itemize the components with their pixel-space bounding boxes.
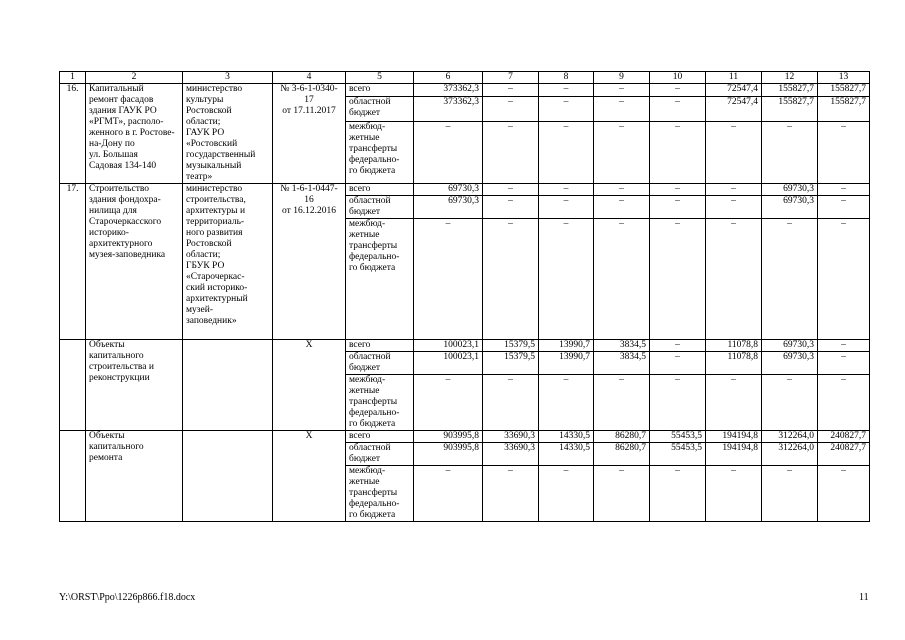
- funding-value: 55453,5: [650, 431, 706, 443]
- funding-value: –: [539, 184, 594, 196]
- funding-value: –: [706, 184, 762, 196]
- column-header: 7: [483, 72, 539, 84]
- funding-value: –: [483, 466, 539, 522]
- funding-value: –: [650, 340, 706, 352]
- funding-value: –: [539, 375, 594, 431]
- funding-source-label: областной бюджет: [346, 196, 414, 219]
- item-number: 17.: [60, 184, 86, 340]
- funding-value: 86280,7: [594, 443, 650, 466]
- funding-value: 155827,7: [762, 97, 818, 122]
- funding-value: 69730,3: [414, 196, 483, 219]
- document-number: № 3-6-1-0340-17 от 17.11.2017: [273, 84, 346, 184]
- funding-value: 86280,7: [594, 431, 650, 443]
- funding-value: –: [762, 375, 818, 431]
- funding-value: –: [594, 466, 650, 522]
- funding-value: 240827,7: [818, 431, 870, 443]
- funding-source-label: всего: [346, 340, 414, 352]
- column-header: 8: [539, 72, 594, 84]
- funding-value: –: [414, 122, 483, 184]
- funding-value: –: [818, 340, 870, 352]
- funding-value: 15379,5: [483, 340, 539, 352]
- funding-value: –: [650, 375, 706, 431]
- funding-value: 100023,1: [414, 340, 483, 352]
- funding-value: –: [818, 375, 870, 431]
- funding-value: –: [650, 84, 706, 97]
- funding-value: –: [483, 219, 539, 340]
- column-header: 3: [183, 72, 273, 84]
- funding-value: 69730,3: [414, 184, 483, 196]
- funding-value: 72547,4: [706, 84, 762, 97]
- funding-value: 3834,5: [594, 352, 650, 375]
- funding-value: –: [594, 97, 650, 122]
- funding-value: –: [483, 196, 539, 219]
- funding-value: 155827,7: [762, 84, 818, 97]
- document-mark: X: [273, 340, 346, 431]
- funding-value: –: [483, 184, 539, 196]
- funding-value: –: [706, 196, 762, 219]
- funding-value: –: [818, 122, 870, 184]
- funding-value: –: [762, 466, 818, 522]
- column-header: 5: [346, 72, 414, 84]
- funding-value: –: [594, 196, 650, 219]
- item-number: 16.: [60, 84, 86, 184]
- funding-value: 69730,3: [762, 184, 818, 196]
- funding-value: 155827,7: [818, 84, 870, 97]
- funding-value: –: [594, 219, 650, 340]
- funding-value: –: [483, 375, 539, 431]
- funding-source-label: всего: [346, 184, 414, 196]
- funding-value: –: [539, 97, 594, 122]
- funding-value: 194194,8: [706, 443, 762, 466]
- funding-source-label: всего: [346, 84, 414, 97]
- funding-value: 312264,0: [762, 431, 818, 443]
- customer-empty: [183, 431, 273, 522]
- document-number: № 1-6-1-0447-16 от 16.12.2016: [273, 184, 346, 340]
- funding-value: 55453,5: [650, 443, 706, 466]
- funding-value: –: [594, 375, 650, 431]
- funding-value: –: [539, 219, 594, 340]
- funding-value: –: [539, 466, 594, 522]
- funding-value: 155827,7: [818, 97, 870, 122]
- funding-value: –: [762, 122, 818, 184]
- summary-row-repair: [60, 431, 870, 443]
- funding-value: 100023,1: [414, 352, 483, 375]
- page-number: 11: [859, 592, 869, 603]
- funding-value: –: [414, 219, 483, 340]
- funding-source-label: областной бюджет: [346, 352, 414, 375]
- funding-value: –: [539, 84, 594, 97]
- funding-value: 14330,5: [539, 431, 594, 443]
- object-name: Строительство здания фондохра- нилища для Старочеркасского историко- архитектурного музея-заповедника: [86, 184, 183, 340]
- funding-value: –: [706, 375, 762, 431]
- funding-value: 903995,8: [414, 431, 483, 443]
- funding-value: –: [414, 466, 483, 522]
- funding-value: 373362,3: [414, 84, 483, 97]
- funding-value: 69730,3: [762, 352, 818, 375]
- funding-value: –: [594, 84, 650, 97]
- funding-value: –: [706, 122, 762, 184]
- funding-value: 11078,8: [706, 340, 762, 352]
- column-header: 1: [60, 72, 86, 84]
- funding-value: 33690,3: [483, 431, 539, 443]
- customer-empty: [183, 340, 273, 431]
- funding-value: –: [650, 122, 706, 184]
- funding-value: 72547,4: [706, 97, 762, 122]
- funding-value: 14330,5: [539, 443, 594, 466]
- funding-value: –: [539, 196, 594, 219]
- funding-value: 3834,5: [594, 340, 650, 352]
- funding-value: –: [818, 219, 870, 340]
- funding-source-label: всего: [346, 431, 414, 443]
- funding-value: 11078,8: [706, 352, 762, 375]
- funding-value: –: [594, 122, 650, 184]
- funding-source-label: межбюд- жетные трансферты федерально- го бюджета: [346, 375, 414, 431]
- funding-value: –: [706, 219, 762, 340]
- project-row-16: [60, 84, 870, 97]
- funding-value: –: [594, 184, 650, 196]
- funding-value: 903995,8: [414, 443, 483, 466]
- funding-source-label: межбюд- жетные трансферты федерально- го бюджета: [346, 466, 414, 522]
- budget-table: [59, 71, 870, 522]
- column-header: 9: [594, 72, 650, 84]
- funding-value: –: [483, 122, 539, 184]
- funding-value: –: [818, 184, 870, 196]
- funding-source-label: межбюд- жетные трансферты федерально- го бюджета: [346, 219, 414, 340]
- summary-name: Объекты капитального строительства и реконструкции: [86, 340, 183, 431]
- object-name: Капитальный ремонт фасадов здания ГАУК РО «РГМТ», располо- женного в г. Ростове- на-Дону по ул. Большая Садовая 134-140: [86, 84, 183, 184]
- funding-value: –: [483, 97, 539, 122]
- summary-row-construction: [60, 340, 870, 352]
- funding-source-label: областной бюджет: [346, 443, 414, 466]
- funding-value: –: [762, 219, 818, 340]
- funding-value: –: [650, 466, 706, 522]
- column-header: 10: [650, 72, 706, 84]
- column-header: 12: [762, 72, 818, 84]
- summary-name: Объекты капитального ремонта: [86, 431, 183, 522]
- project-row-17: [60, 184, 870, 196]
- column-header: 2: [86, 72, 183, 84]
- item-number-empty: [60, 431, 86, 522]
- funding-value: 194194,8: [706, 431, 762, 443]
- funding-value: 312264,0: [762, 443, 818, 466]
- funding-value: –: [483, 84, 539, 97]
- funding-value: –: [818, 196, 870, 219]
- column-number-row: [60, 72, 870, 84]
- funding-value: 33690,3: [483, 443, 539, 466]
- funding-source-label: областной бюджет: [346, 97, 414, 122]
- funding-value: –: [650, 196, 706, 219]
- customer-name: министерство строительства, архитектуры и территориаль- ного развития Ростовской области; ГБУК РО «Старочеркас- ский историко- архитектурный музей- заповедник»: [183, 184, 273, 340]
- funding-value: –: [818, 466, 870, 522]
- funding-value: –: [539, 122, 594, 184]
- document-mark: X: [273, 431, 346, 522]
- column-header: 6: [414, 72, 483, 84]
- funding-value: –: [706, 466, 762, 522]
- item-number-empty: [60, 340, 86, 431]
- funding-value: –: [414, 375, 483, 431]
- customer-name: министерство культуры Ростовской области; ГАУК РО «Ростовский государственный музыкальный театр»: [183, 84, 273, 184]
- funding-value: –: [650, 184, 706, 196]
- funding-value: 69730,3: [762, 340, 818, 352]
- funding-value: –: [650, 219, 706, 340]
- column-header: 4: [273, 72, 346, 84]
- funding-value: –: [650, 97, 706, 122]
- funding-value: –: [818, 352, 870, 375]
- funding-value: 373362,3: [414, 97, 483, 122]
- funding-value: –: [650, 352, 706, 375]
- column-header: 13: [818, 72, 870, 84]
- funding-value: 15379,5: [483, 352, 539, 375]
- funding-value: 13990,7: [539, 340, 594, 352]
- funding-value: 69730,3: [762, 196, 818, 219]
- funding-source-label: межбюд- жетные трансферты федерально- го бюджета: [346, 122, 414, 184]
- funding-value: 240827,7: [818, 443, 870, 466]
- column-header: 11: [706, 72, 762, 84]
- funding-value: 13990,7: [539, 352, 594, 375]
- file-path: Y:\ORST\Ppo\1226p866.f18.docx: [59, 592, 196, 603]
